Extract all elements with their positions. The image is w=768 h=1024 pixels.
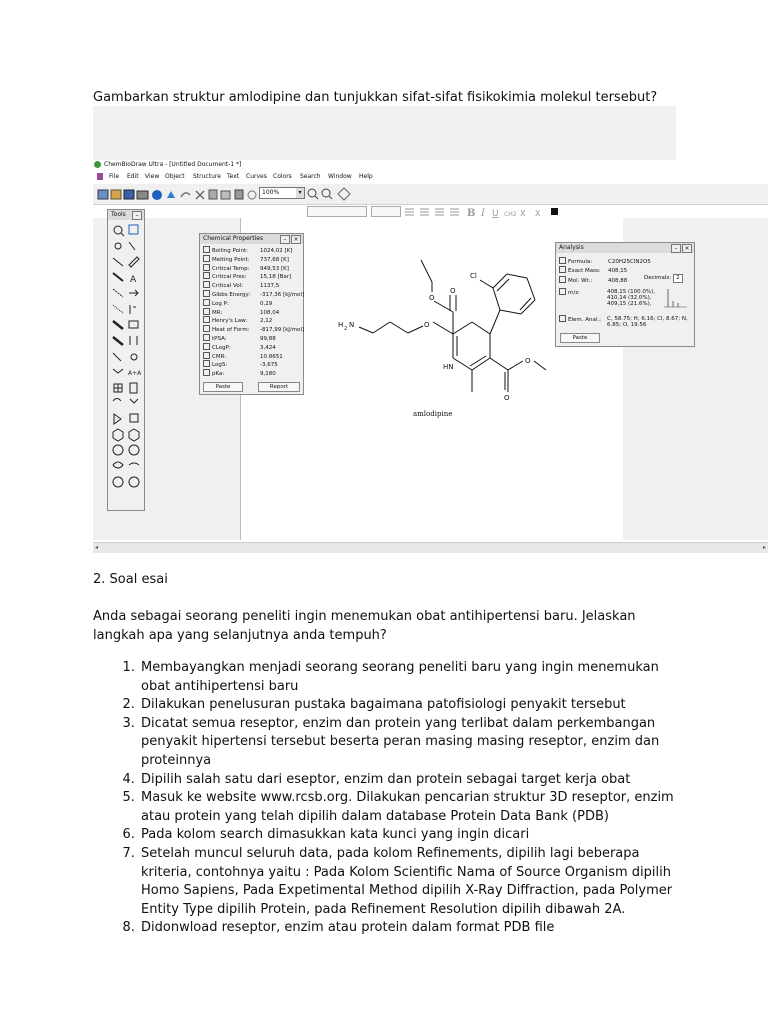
chemical-properties-window	[199, 233, 304, 395]
atom-n: N	[349, 321, 355, 329]
checkbox[interactable]	[203, 272, 210, 279]
chemprop-row	[203, 326, 304, 334]
analysis-elem-row: Elem. Anal.:	[559, 316, 608, 324]
step-line: Dilakukan penelusuran pustaka bagaimana patofisiologi penyakit tersebut	[141, 697, 626, 713]
atom-o-carbonyl-upper: O	[450, 287, 456, 295]
step-line: atau protein yang telah dipilih dalam database Protein Data Bank (PDB)	[141, 808, 609, 824]
chemprop-label: Gibbs Energy:	[212, 292, 251, 298]
step-item	[139, 771, 739, 790]
isotope-spectrum	[662, 287, 688, 309]
chemprop-row	[203, 309, 279, 317]
chemprop-row	[203, 247, 292, 255]
chemprop-value: 9,180	[260, 371, 276, 378]
chemprop-row	[203, 265, 289, 273]
checkbox[interactable]	[559, 276, 566, 283]
chemprop-value: 1137,5	[260, 283, 280, 290]
step-item	[139, 826, 739, 845]
menu-doc-icon	[97, 173, 103, 180]
chemprop-value: 0,29	[260, 300, 273, 307]
decimals-spinner[interactable]: 2	[673, 274, 683, 283]
chemprop-row	[203, 361, 278, 369]
chemprops-title-bar	[200, 234, 303, 244]
atom-o-carbonyl-lower: O	[504, 394, 510, 402]
step-line: Dicatat semua reseptor, enzim dan protein yang terlibat dalam perkembangan	[141, 715, 656, 731]
chemprop-row	[203, 300, 272, 308]
svg-text:I: I	[481, 208, 485, 218]
svg-text:A: A	[130, 275, 137, 285]
scroll-right-icon[interactable]: ▸	[762, 544, 766, 551]
zoom-value: 100%	[262, 189, 280, 196]
chemprop-value: 10.8651	[260, 353, 283, 360]
molecule-label: amlodipine	[413, 410, 453, 418]
checkbox[interactable]	[203, 369, 210, 376]
analysis-window	[555, 242, 695, 347]
checkbox[interactable]	[203, 308, 210, 315]
step-line: Dipilih salah satu dari eseptor, enzim dan protein sebagai target kerja obat	[141, 771, 631, 787]
elem-value-2: 6.85; O, 19.56	[607, 322, 647, 328]
scroll-left-icon[interactable]: ◂	[95, 544, 99, 551]
menu-item-colors[interactable]: Colors	[273, 173, 292, 180]
elem-value-1: C, 58.75; H, 6.16; Cl, 8.67; N,	[607, 316, 688, 322]
tools-title-bar	[108, 210, 144, 220]
chemprop-label: MR:	[212, 309, 223, 316]
chemprop-row	[203, 273, 291, 281]
checkbox[interactable]	[203, 316, 210, 323]
step-line: kriteria, contohnya yaitu : Pada Kolom Scientific Nama of Source Organism dipilih	[141, 864, 671, 880]
app-icon	[94, 161, 101, 168]
menu-item-file[interactable]: File	[109, 173, 120, 180]
chemprop-value: 2,12	[260, 318, 273, 325]
checkbox[interactable]	[203, 360, 210, 367]
chemprop-row	[203, 370, 276, 378]
checkbox[interactable]	[203, 246, 210, 253]
atom-o-sidechain: O	[424, 321, 430, 329]
amlodipine-structure[interactable]	[293, 230, 593, 490]
menu-item-object[interactable]: Object	[165, 173, 185, 180]
svg-text:B: B	[467, 208, 476, 218]
svg-text:X: X	[535, 209, 541, 218]
tools-title: Tools	[111, 211, 126, 218]
zoom-buttons[interactable]	[306, 186, 354, 202]
minimize-icon[interactable]: –	[132, 211, 142, 220]
checkbox[interactable]	[203, 343, 210, 350]
checkbox[interactable]	[203, 255, 210, 262]
chemprop-label: Critical Pres:	[212, 274, 247, 281]
atom-o-ester-lower: O	[525, 357, 531, 365]
step-line: Homo Sapiens, Pada Expetimental Method dipilih X-Ray Diffraction, pada Polymer	[141, 883, 673, 899]
chemprop-label: pKa:	[212, 371, 225, 378]
step-line: Entity Type dipilih Protein, pada Refinement Resolution dipilih dibawah 2A.	[141, 901, 626, 917]
chemprop-row	[203, 256, 289, 264]
step-item	[139, 919, 739, 938]
checkbox[interactable]	[559, 315, 566, 322]
chemprop-row	[203, 335, 276, 343]
checkbox[interactable]	[203, 352, 210, 359]
svg-text:X: X	[520, 209, 526, 218]
menu-item-edit[interactable]: Edit	[127, 173, 139, 180]
mz-value-1: 408,15 (100.0%),	[607, 289, 656, 295]
minimize-icon[interactable]: –	[671, 244, 681, 253]
question-text: Gambarkan struktur amlodipine dan tunjukkan sifat-sifat fisikokimia molekul tersebut?	[93, 90, 658, 105]
prompt-line-2: langkah apa yang selanjutnya anda tempuh?	[93, 628, 387, 643]
report-button[interactable]: Report	[258, 382, 300, 392]
minimize-icon[interactable]: –	[280, 235, 290, 244]
chemprop-value: 3,424	[260, 344, 276, 351]
chemprop-label: Log P:	[212, 300, 229, 307]
window-title: ChemBioDraw Ultra - [Untitled Document-1 *]	[104, 161, 242, 168]
menu-item-structure[interactable]: Structure	[193, 173, 221, 180]
step-line: Pada kolom search dimasukkan kata kunci yang ingin dicari	[141, 827, 530, 843]
chemprop-value: 737,68 [K]	[260, 256, 289, 263]
analysis-decimals: Decimals: 2	[644, 274, 683, 283]
prompt-line-1: Anda sebagai seorang peneliti ingin menemukan obat antihipertensi baru. Jelaskan	[93, 609, 636, 624]
checkbox[interactable]	[203, 299, 210, 306]
paste-button[interactable]: Paste	[203, 382, 243, 392]
chemprop-value: 108,04	[260, 309, 280, 316]
mz-value-3: 409,15 (21.6%),	[607, 301, 652, 307]
checkbox[interactable]	[559, 257, 566, 264]
chemprop-label: LogS:	[212, 362, 228, 369]
menu-bar	[93, 170, 768, 183]
chemprops-title: Chemical Properties	[203, 235, 264, 242]
step-line: proteinnya	[141, 752, 212, 768]
chemprop-value: -817,99 [kJ/mol]	[260, 327, 305, 334]
title-bar	[93, 160, 768, 169]
checkbox[interactable]	[203, 264, 210, 271]
svg-text:U: U	[492, 209, 499, 218]
chemdraw-screenshot	[93, 160, 768, 556]
close-icon[interactable]: ×	[291, 235, 301, 244]
step-line: Membayangkan menjadi seorang seorang peneliti baru yang ingin menemukan	[141, 660, 659, 675]
mz-value-2: 410,14 (32.0%),	[607, 295, 652, 301]
tool-icons[interactable]	[109, 221, 143, 509]
chemprop-label: tPSA:	[212, 336, 227, 342]
step-line: penyakit hipertensi tersebut beserta peran masing masing reseptor, enzim dan	[141, 734, 660, 750]
atom-o-ether-upper: O	[429, 294, 435, 302]
svg-text:A+A: A+A	[128, 370, 142, 377]
step-item	[139, 715, 739, 771]
analysis-title: Analysis	[559, 244, 584, 251]
analysis-mz-row: m/z:	[559, 289, 608, 297]
toolbar-icons[interactable]	[96, 185, 261, 203]
chemprop-value: -317,36 [kJ/mol]	[260, 292, 305, 298]
format-icons[interactable]	[403, 206, 583, 218]
step-item	[139, 659, 739, 696]
step-item	[139, 845, 739, 919]
atom-h-sub: 2	[344, 326, 348, 332]
chemprop-label: Heat of Form:	[212, 327, 250, 334]
chemprop-row	[203, 353, 283, 361]
steps-list	[93, 659, 739, 938]
analysis-formula-row: Formula: C20H25ClN2O5	[559, 258, 651, 266]
chemprop-label: Critical Vol:	[212, 283, 244, 290]
font-select[interactable]	[307, 206, 367, 217]
step-item	[139, 696, 739, 715]
chemprop-row	[203, 317, 272, 325]
analysis-exact-row: Exact Mass: 408,15	[559, 267, 627, 275]
step-line: Masuk ke website www.rcsb.org. Dilakukan pencarian struktur 3D reseptor, enzim	[141, 790, 674, 806]
chemprop-value: 15,18 [Bar]	[260, 274, 292, 281]
chemprop-row	[203, 291, 304, 299]
menu-item-text[interactable]: Text	[227, 173, 240, 180]
step-item	[139, 789, 739, 826]
blank-area	[93, 106, 676, 160]
section-title: 2. Soal esai	[93, 572, 168, 587]
size-select[interactable]	[371, 206, 401, 217]
checkbox[interactable]	[559, 288, 566, 295]
chemprop-label: CLogP:	[212, 344, 231, 351]
checkbox[interactable]	[203, 325, 210, 332]
checkbox[interactable]	[559, 266, 566, 273]
chemprop-row	[203, 344, 276, 352]
chemprop-value: 1024,02 [K]	[260, 248, 293, 254]
menu-item-help[interactable]: Help	[359, 173, 373, 180]
horizontal-scrollbar[interactable]	[93, 542, 768, 553]
atom-hn: HN	[443, 363, 454, 371]
analysis-paste-button[interactable]: Paste	[560, 333, 600, 343]
format-toolbar	[253, 206, 768, 218]
chemprop-value: -3,675	[260, 362, 278, 369]
menu-item-curves[interactable]: Curves	[246, 173, 267, 180]
step-line: obat antihipertensi baru	[141, 678, 299, 694]
checkbox[interactable]	[203, 334, 210, 341]
chemprop-label: Boiling Point:	[212, 248, 248, 254]
menu-item-window[interactable]: Window	[328, 173, 352, 180]
chemprop-label: Henry's Law:	[212, 318, 248, 325]
chemprop-value: 99,88	[260, 336, 276, 342]
atom-cl: Cl	[470, 272, 477, 280]
menu-item-search[interactable]: Search	[300, 173, 321, 180]
atom-h: H	[338, 321, 344, 329]
chemprop-label: Melting Point:	[212, 256, 250, 263]
analysis-title-bar	[556, 243, 694, 253]
chemprop-value: 949,53 [K]	[260, 265, 289, 272]
zoom-select[interactable]	[259, 187, 305, 199]
svg-text:CH2: CH2	[504, 211, 517, 218]
checkbox[interactable]	[203, 290, 210, 297]
chemprop-row	[203, 282, 279, 290]
tools-palette	[107, 209, 145, 511]
close-icon[interactable]: ×	[682, 244, 692, 253]
checkbox[interactable]	[203, 281, 210, 288]
chemprop-label: CMR:	[212, 353, 227, 360]
menu-item-view[interactable]: View	[145, 173, 160, 180]
chemprop-label: Critical Temp:	[212, 265, 250, 272]
step-line: Setelah muncul seluruh data, pada kolom Refinements, dipilih lagi beberapa	[141, 845, 640, 861]
analysis-molwt-row: Mol. Wt.: 408,88	[559, 277, 627, 285]
main-toolbar	[93, 184, 768, 205]
step-line: Didonwload reseptor, enzim atau protein dalam format PDB file	[141, 920, 555, 936]
chevron-down-icon: ▾	[296, 188, 304, 198]
